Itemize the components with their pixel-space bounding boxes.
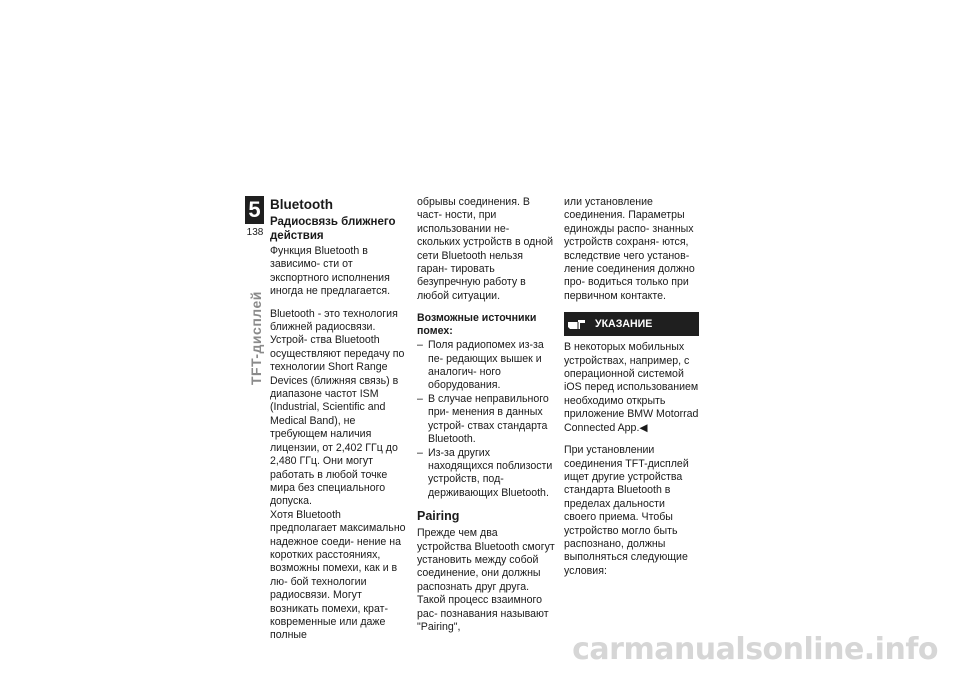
pointing-hand-icon: [567, 317, 587, 331]
interference-sources-list: [417, 339, 555, 500]
column-3: [564, 196, 699, 587]
note-label: УКАЗАНИЕ: [595, 317, 653, 330]
pairing-paragraph: Прежде чем два устройства Bluetooth смогут установить между собой соединение, они должны распознать друг друга. Такой процесс взаимного рас- познавания называют "Pairing",: [417, 527, 555, 633]
interference-sources-heading: Возможные источники помех:: [417, 312, 537, 338]
note-banner: [564, 312, 699, 336]
pairing-heading: Pairing: [417, 509, 460, 524]
interference-paragraph: Хотя Bluetooth предполагает максимально надежное соеди- нение на коротких расстояниях, возможны помехи, как и в лю- бой технологии радиосвязи. Могут возникать помехи, крат- ковременные или даже полные: [270, 508, 406, 642]
site-watermark: carmanualsonline.info: [572, 632, 938, 667]
connection-paragraph: или установление соединения. Параметры единожды распо- знанных устройств сохраня- ются, вследствие чего установ- ление соединения должно про- водиться только при первичном контакте.: [564, 196, 695, 302]
list-item: – Из-за других находящихся поблизости устройств, под- держивающих Bluetooth.: [417, 447, 555, 501]
availability-paragraph: Функция Bluetooth в зависимо- сти от экспортного исполнения иногда не предлагается.: [270, 245, 391, 298]
radio-subheading: Радиосвязь ближнего действия: [270, 216, 396, 242]
disconnect-paragraph: обрывы соединения. В част- ности, при использовании не- скольких устройств в одной сети Bluetooth нельзя гаран- тировать безупречную работу в любой ситуации.: [417, 196, 554, 302]
page-number: 138: [246, 227, 264, 238]
list-item: – В случае неправильного при- менения в данных устрой- ствах стандарта Bluetooth.: [417, 393, 555, 447]
search-paragraph: При установлении соединения TFT-дисплей ищет другие устройства стандарта Bluetooth в пределах дальности своего приема. Чтобы устройство могло быть распознано, должны выполняться следующие условия:: [564, 444, 689, 577]
section-side-title: TFT-дисплей: [248, 291, 264, 385]
list-item: – Поля радиопомех из-за пе- редающих вышек и аналогич- ного оборудования.: [417, 339, 555, 393]
column-1: [270, 196, 406, 652]
chapter-number-badge: 5: [245, 196, 264, 224]
bluetooth-heading: Bluetooth: [270, 197, 333, 212]
technology-paragraph: Bluetooth - это технология ближней радиосвязи. Устрой- ства Bluetooth осуществляют передачу по технологии Short Range Devices (ближняя связь) в диапазоне частот ISM (Industrial, Scientific and Medical Band), не требующем наличия лицензии, от 2,402 ГГц до 2,480 ГГц. Они могут работать в любой точке мира без специального допуска.: [270, 307, 405, 508]
note-text: В некоторых мобильных устройствах, например, с операционной системой iOS перед использованием необходимо открыть приложение BMW Motorrad Connected App.◀: [564, 341, 699, 434]
column-2: [417, 196, 555, 643]
